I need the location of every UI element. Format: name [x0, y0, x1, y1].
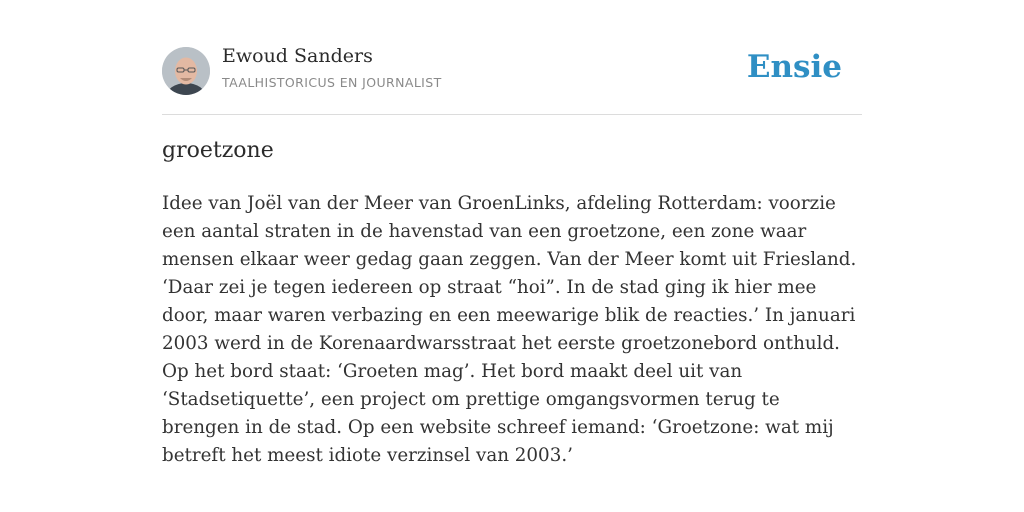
entry-header [162, 0, 862, 115]
author-avatar[interactable] [162, 47, 210, 95]
entry-card [162, 0, 862, 466]
entry-body: Idee van Joël van der Meer van GroenLinks, afdeling Rotterdam: voorzie een aantal straten in de havenstad van een groetzone, een zone waar mensen elkaar weer gedag gaan zeggen. Van der Meer komt uit Friesland. ‘Daar zei je tegen iedereen op straat “hoi”. In de stad ging ik hier mee door, maar waren verbazing en een meewarige blik de reacties.’ In januari 2003 werd in de Korenaardwarsstraat het eerste groetzonebord onthuld. Op het bord staat: ‘Groeten mag’. Het bord maakt deel uit van ‘Stadsetiquette’, een project om prettige omgangsvormen terug te brengen in de stad. Op een website schreef iemand: ‘Groetzone: wat mij betreft het meest idiote verzinsel van 2003.’ [162, 193, 857, 466]
author-role: TAALHISTORICUS EN JOURNALIST [222, 75, 442, 90]
entry-title: groetzone [162, 138, 274, 163]
author-name[interactable]: Ewoud Sanders [222, 45, 373, 67]
avatar-photo-icon [162, 47, 210, 95]
brand-logo-link[interactable]: Ensie [746, 49, 842, 85]
